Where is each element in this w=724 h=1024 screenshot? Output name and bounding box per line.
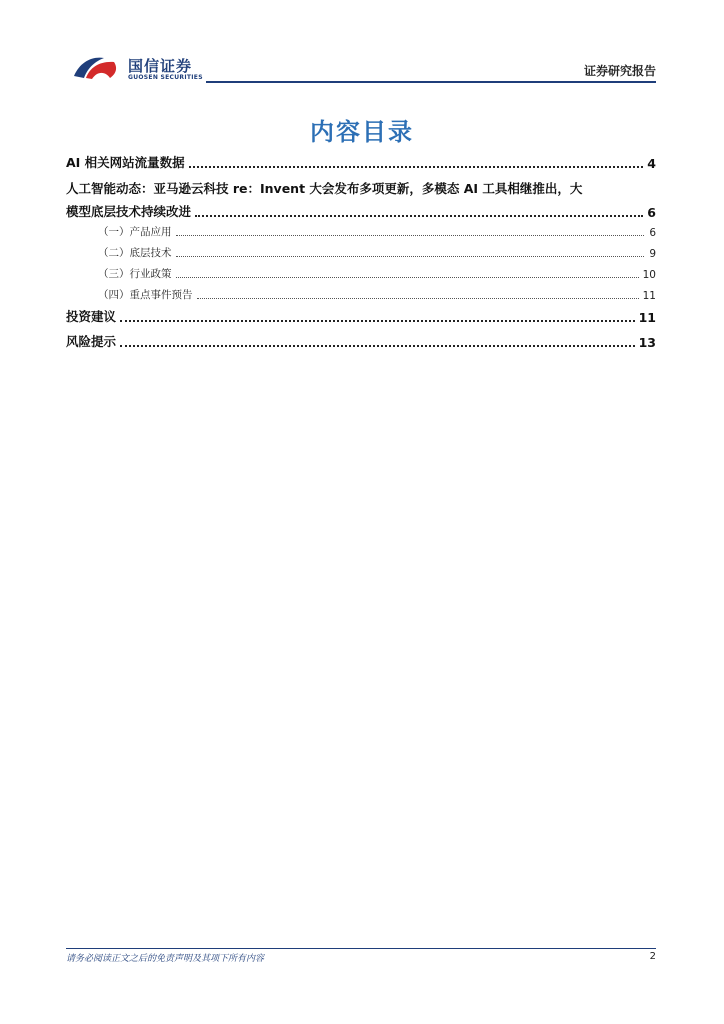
toc-entry-title: （三）行业政策 [98,268,172,280]
toc-page-number: 13 [638,335,656,350]
toc-page-number: 11 [642,290,656,302]
toc-leader-dots [176,235,645,236]
header-divider [206,81,656,83]
guosen-logo [70,52,230,84]
toc-entry-investment-advice[interactable] [66,307,656,325]
toc-entry-ai-dynamics[interactable] [66,179,656,220]
toc-entry-title-line2: 模型底层技术持续改进 [66,204,192,219]
toc-page-number: 9 [649,248,656,260]
toc-entry-risk-warning[interactable] [66,332,656,350]
toc-entry-title: （一）产品应用 [98,226,172,238]
toc-leader-dots [120,320,635,322]
page-header [66,50,656,86]
toc-title: 内容目录 [310,118,414,146]
report-type-label: 证券研究报告 [583,64,656,78]
toc-leader-dots [176,277,639,278]
toc-page-number: 4 [647,156,656,171]
toc-page-number: 6 [649,227,656,239]
toc-entry-title: 风险提示 [66,334,117,349]
logo-chinese-name: 国信证券 [128,57,193,75]
toc-entry-title: （四）重点事件预告 [98,289,193,301]
footer-page-number: 2 [649,951,656,962]
footer-divider [66,948,656,949]
toc-leader-dots [195,215,643,217]
footer-disclaimer: 请务必阅读正文之后的免责声明及其项下所有内容 [66,954,265,964]
toc-leader-dots [189,166,644,168]
toc-entry-title: 投资建议 [66,309,117,324]
toc-entry-ai-traffic[interactable] [66,153,656,171]
toc-leader-dots [197,298,639,299]
toc-entry-event-preview[interactable] [66,287,656,302]
toc-entry-title: （二）底层技术 [98,247,172,259]
toc-entry-product-apps[interactable] [66,224,656,239]
toc-page-number: 10 [642,269,656,281]
toc-entry-title-line1: 人工智能动态：亚马逊云科技 re：Invent 大会发布多项更新，多模态 AI 工具相继推出，大 [66,181,583,196]
toc-entry-title: AI 相关网站流量数据 [66,155,185,170]
guosen-logo-mark-icon [70,52,124,82]
toc-entry-industry-policy[interactable] [66,266,656,281]
toc-page-number: 6 [647,205,656,220]
toc-page-number: 11 [638,310,656,325]
logo-english-name: GUOSEN SECURITIES [128,74,203,81]
toc-leader-dots [120,345,635,347]
toc-leader-dots [176,256,645,257]
toc-entry-underlying-tech[interactable] [66,245,656,260]
